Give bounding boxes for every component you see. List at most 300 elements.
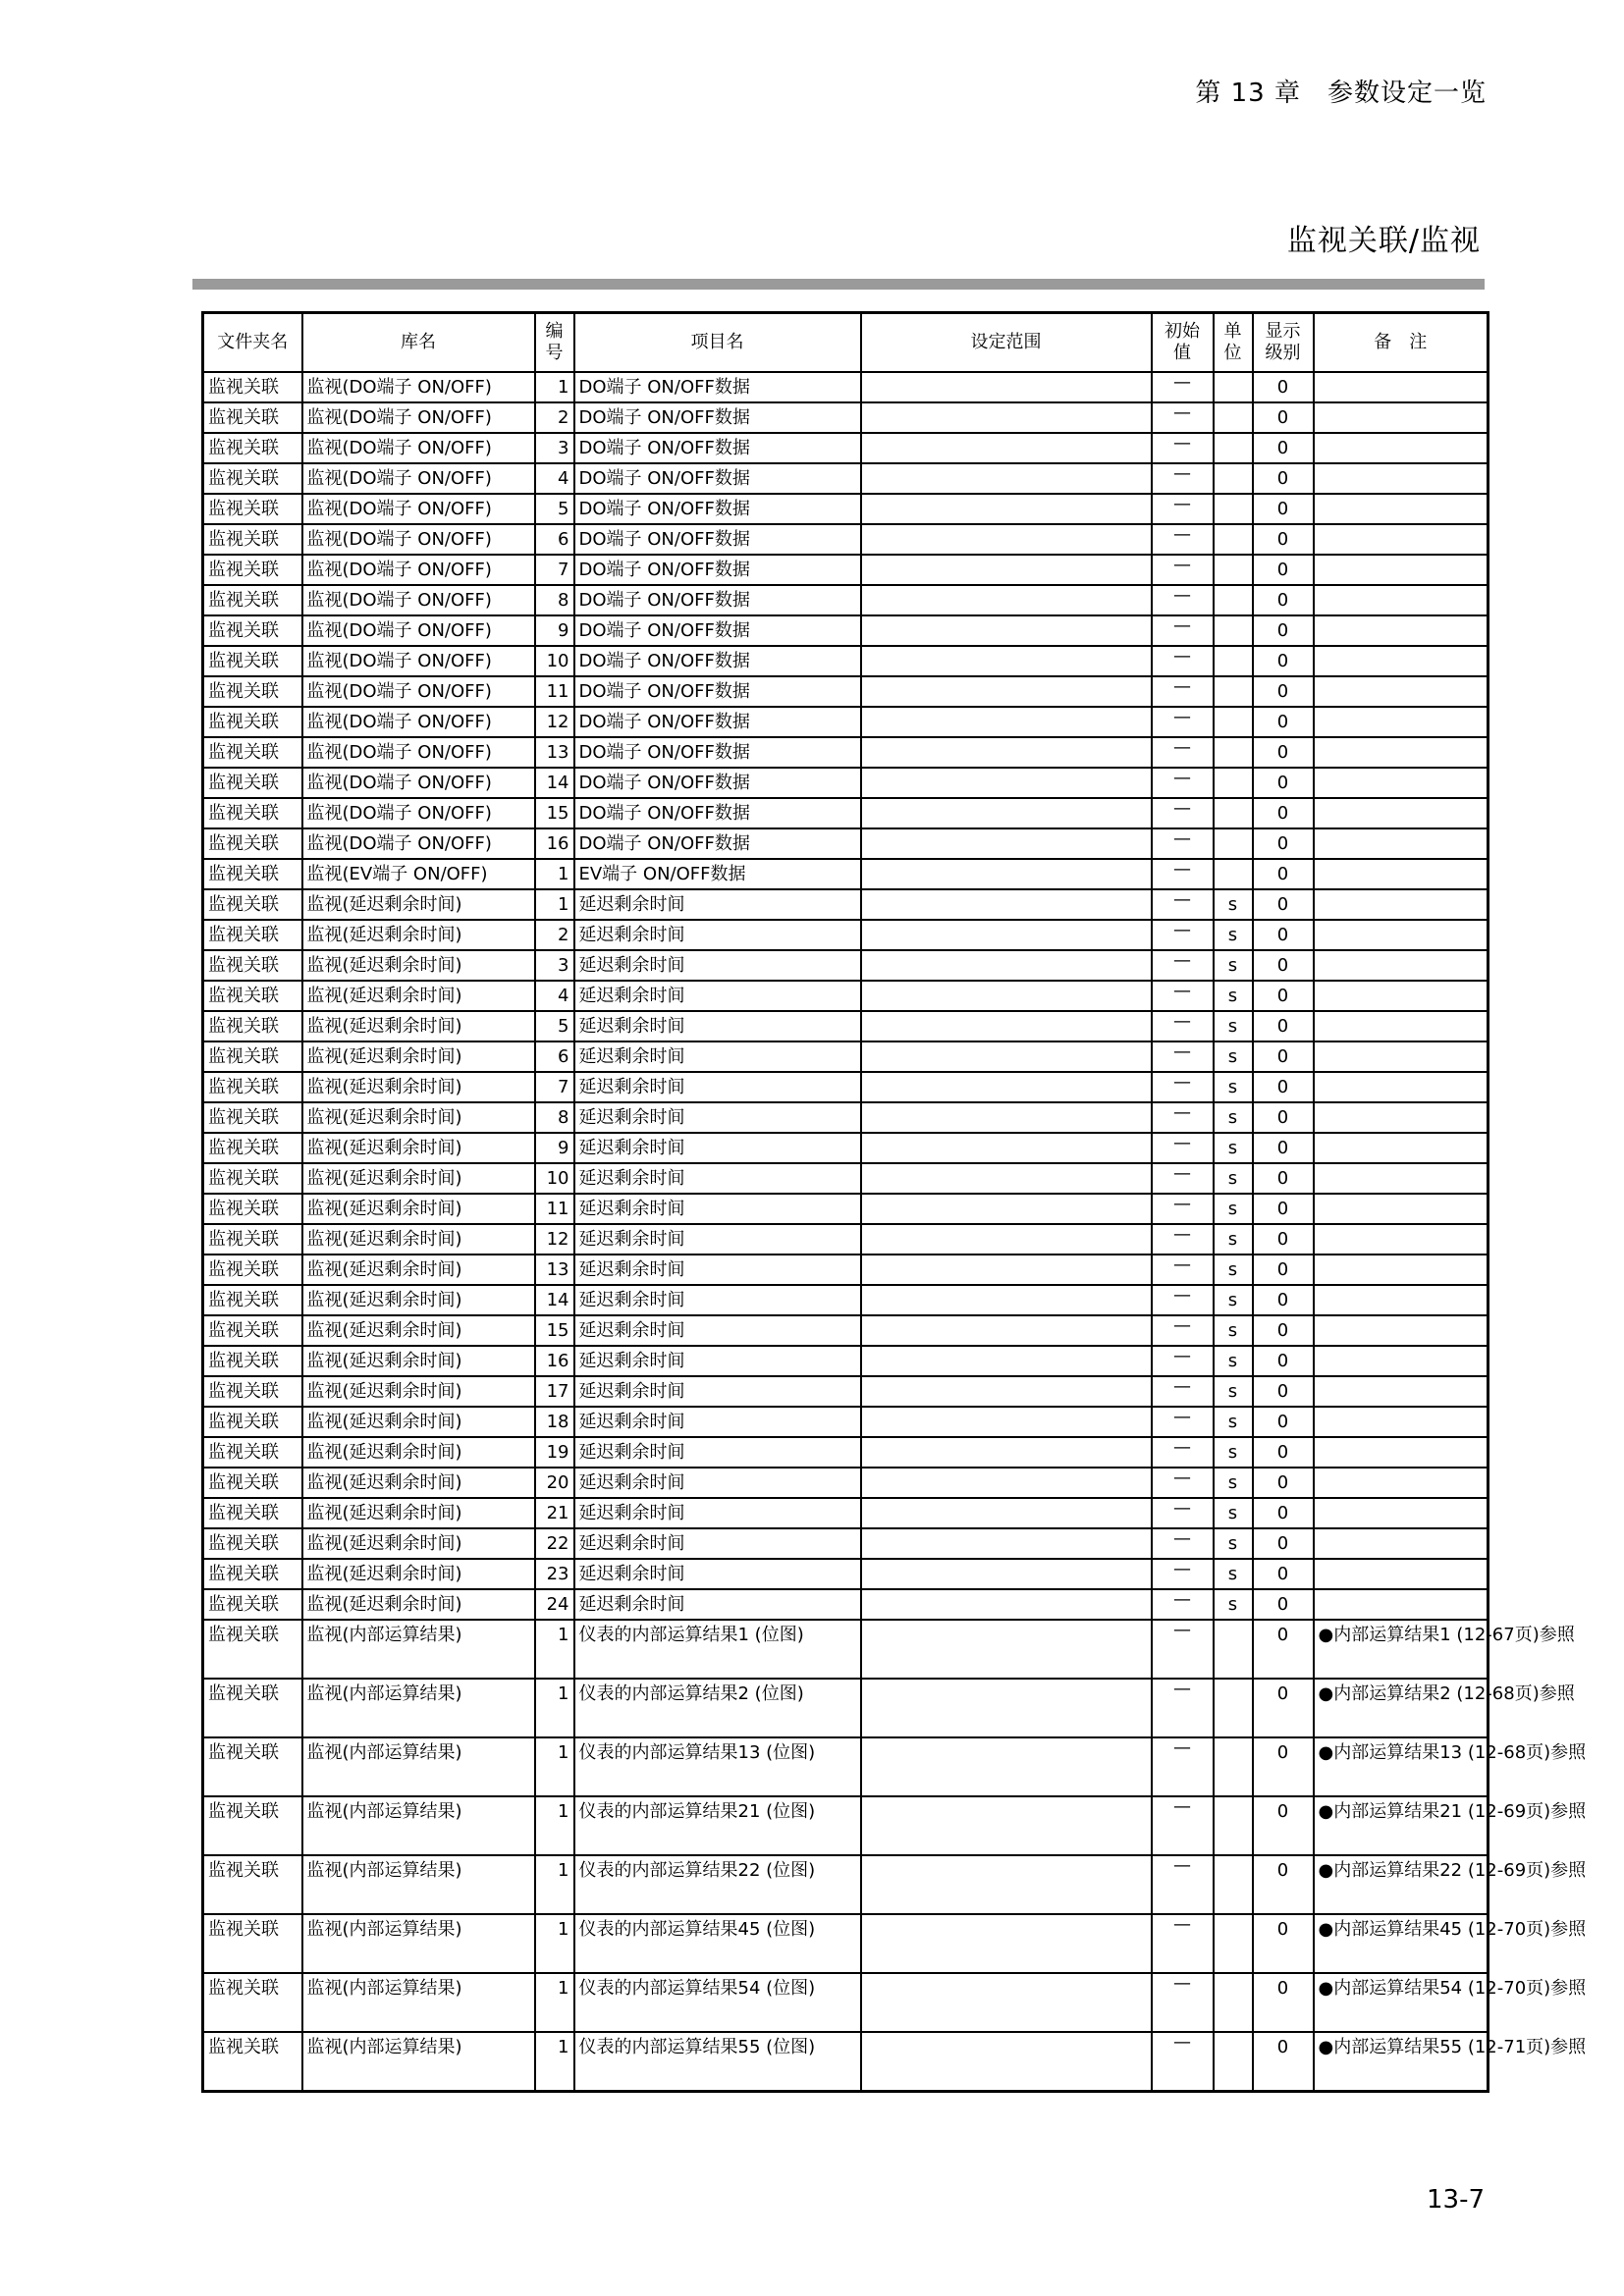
- cell-library: 监视(DO端子 ON/OFF): [302, 463, 535, 494]
- cell-unit: [1214, 1620, 1253, 1679]
- cell-initial: —: [1152, 859, 1214, 889]
- cell-unit: [1214, 433, 1253, 463]
- cell-level: 0: [1253, 1041, 1314, 1072]
- cell-item: 延迟剩余时间: [574, 1011, 861, 1041]
- cell-library: 监视(延迟剩余时间): [302, 1194, 535, 1224]
- cell-library: 监视(延迟剩余时间): [302, 1163, 535, 1194]
- table-row: [203, 1224, 1489, 1255]
- cell-range: [861, 1041, 1152, 1072]
- cell-initial: —: [1152, 1498, 1214, 1528]
- table-row: [203, 2032, 1489, 2092]
- column-header-initial: 初始值: [1152, 313, 1214, 373]
- cell-initial: —: [1152, 1163, 1214, 1194]
- cell-range: [861, 1855, 1152, 1914]
- cell-initial: —: [1152, 1679, 1214, 1737]
- cell-folder: 监视关联: [203, 676, 302, 707]
- cell-item: 仪表的内部运算结果21 (位图): [574, 1796, 861, 1855]
- cell-level: 0: [1253, 646, 1314, 676]
- cell-unit: [1214, 524, 1253, 555]
- cell-item: 延迟剩余时间: [574, 1407, 861, 1437]
- cell-folder: 监视关联: [203, 1498, 302, 1528]
- cell-remarks: [1314, 1437, 1489, 1468]
- cell-library: 监视(延迟剩余时间): [302, 1589, 535, 1620]
- cell-library: 监视(DO端子 ON/OFF): [302, 524, 535, 555]
- cell-unit: s: [1214, 1528, 1253, 1559]
- cell-remarks: [1314, 1285, 1489, 1315]
- cell-range: [861, 2032, 1152, 2092]
- column-header-library: 库名: [302, 313, 535, 373]
- cell-initial: —: [1152, 1072, 1214, 1102]
- cell-folder: 监视关联: [203, 1072, 302, 1102]
- table-row: [203, 707, 1489, 737]
- cell-unit: s: [1214, 1407, 1253, 1437]
- table-row: [203, 1072, 1489, 1102]
- cell-remarks: ●内部运算结果13 (12-68页)参照: [1314, 1737, 1489, 1796]
- cell-item: DO端子 ON/OFF数据: [574, 585, 861, 615]
- cell-item: 延迟剩余时间: [574, 1194, 861, 1224]
- cell-initial: —: [1152, 1973, 1214, 2032]
- cell-range: [861, 1285, 1152, 1315]
- cell-remarks: [1314, 828, 1489, 859]
- cell-folder: 监视关联: [203, 1468, 302, 1498]
- cell-item: 延迟剩余时间: [574, 1285, 861, 1315]
- cell-range: [861, 1559, 1152, 1589]
- cell-initial: —: [1152, 1041, 1214, 1072]
- table-row: [203, 524, 1489, 555]
- cell-unit: [1214, 1796, 1253, 1855]
- cell-unit: s: [1214, 1041, 1253, 1072]
- column-header-remarks: 备 注: [1314, 313, 1489, 373]
- cell-initial: —: [1152, 1855, 1214, 1914]
- cell-initial: —: [1152, 1559, 1214, 1589]
- cell-initial: —: [1152, 524, 1214, 555]
- cell-number: 3: [535, 950, 574, 981]
- table-row: [203, 1011, 1489, 1041]
- cell-initial: —: [1152, 1620, 1214, 1679]
- cell-unit: [1214, 1855, 1253, 1914]
- cell-initial: —: [1152, 1255, 1214, 1285]
- cell-unit: s: [1214, 1346, 1253, 1376]
- cell-folder: 监视关联: [203, 1620, 302, 1679]
- cell-item: 仪表的内部运算结果45 (位图): [574, 1914, 861, 1973]
- table-row: [203, 859, 1489, 889]
- cell-range: [861, 646, 1152, 676]
- cell-range: [861, 1346, 1152, 1376]
- cell-unit: s: [1214, 950, 1253, 981]
- cell-remarks: [1314, 1559, 1489, 1589]
- cell-range: [861, 1914, 1152, 1973]
- page-number: 13-7: [1426, 2185, 1485, 2215]
- column-header-number: 编号: [535, 313, 574, 373]
- column-header-folder: 文件夹名: [203, 313, 302, 373]
- cell-number: 12: [535, 707, 574, 737]
- cell-library: 监视(延迟剩余时间): [302, 1011, 535, 1041]
- table-row: [203, 1796, 1489, 1855]
- table-row: [203, 585, 1489, 615]
- cell-level: 0: [1253, 1011, 1314, 1041]
- cell-item: 仪表的内部运算结果13 (位图): [574, 1737, 861, 1796]
- cell-number: 5: [535, 1011, 574, 1041]
- cell-number: 9: [535, 615, 574, 646]
- cell-number: 1: [535, 1855, 574, 1914]
- cell-folder: 监视关联: [203, 737, 302, 768]
- cell-library: 监视(延迟剩余时间): [302, 1315, 535, 1346]
- cell-library: 监视(DO端子 ON/OFF): [302, 372, 535, 402]
- cell-number: 12: [535, 1224, 574, 1255]
- cell-unit: [1214, 555, 1253, 585]
- cell-item: 延迟剩余时间: [574, 1437, 861, 1468]
- cell-library: 监视(内部运算结果): [302, 1855, 535, 1914]
- table-row: [203, 1194, 1489, 1224]
- cell-remarks: ●内部运算结果2 (12-68页)参照: [1314, 1679, 1489, 1737]
- cell-level: 0: [1253, 555, 1314, 585]
- cell-number: 22: [535, 1528, 574, 1559]
- table-row: [203, 768, 1489, 798]
- cell-library: 监视(延迟剩余时间): [302, 920, 535, 950]
- cell-level: 0: [1253, 1072, 1314, 1102]
- cell-number: 14: [535, 1285, 574, 1315]
- cell-library: 监视(DO端子 ON/OFF): [302, 646, 535, 676]
- cell-level: 0: [1253, 920, 1314, 950]
- cell-remarks: [1314, 1346, 1489, 1376]
- cell-initial: —: [1152, 1468, 1214, 1498]
- table-row: [203, 1973, 1489, 2032]
- cell-library: 监视(内部运算结果): [302, 2032, 535, 2092]
- cell-range: [861, 676, 1152, 707]
- cell-unit: [1214, 828, 1253, 859]
- cell-remarks: [1314, 676, 1489, 707]
- cell-remarks: [1314, 1011, 1489, 1041]
- cell-remarks: [1314, 1468, 1489, 1498]
- cell-item: 延迟剩余时间: [574, 1468, 861, 1498]
- cell-remarks: [1314, 1589, 1489, 1620]
- cell-remarks: [1314, 372, 1489, 402]
- column-header-level: 显示级别: [1253, 313, 1314, 373]
- cell-number: 5: [535, 494, 574, 524]
- cell-level: 0: [1253, 524, 1314, 555]
- cell-folder: 监视关联: [203, 1224, 302, 1255]
- cell-unit: [1214, 676, 1253, 707]
- cell-range: [861, 1437, 1152, 1468]
- cell-folder: 监视关联: [203, 1285, 302, 1315]
- cell-remarks: [1314, 1528, 1489, 1559]
- cell-item: DO端子 ON/OFF数据: [574, 433, 861, 463]
- cell-number: 1: [535, 1914, 574, 1973]
- cell-unit: s: [1214, 1498, 1253, 1528]
- cell-initial: —: [1152, 920, 1214, 950]
- cell-folder: 监视关联: [203, 372, 302, 402]
- cell-folder: 监视关联: [203, 889, 302, 920]
- cell-number: 13: [535, 1255, 574, 1285]
- column-header-unit: 单位: [1214, 313, 1253, 373]
- cell-folder: 监视关联: [203, 524, 302, 555]
- cell-folder: 监视关联: [203, 1437, 302, 1468]
- cell-folder: 监视关联: [203, 1679, 302, 1737]
- cell-item: 延迟剩余时间: [574, 1072, 861, 1102]
- cell-folder: 监视关联: [203, 707, 302, 737]
- cell-unit: [1214, 859, 1253, 889]
- cell-folder: 监视关联: [203, 1346, 302, 1376]
- cell-remarks: [1314, 1255, 1489, 1285]
- table-row: [203, 555, 1489, 585]
- cell-range: [861, 737, 1152, 768]
- table-row: [203, 920, 1489, 950]
- cell-range: [861, 1011, 1152, 1041]
- cell-unit: [1214, 585, 1253, 615]
- cell-item: 延迟剩余时间: [574, 1041, 861, 1072]
- cell-initial: —: [1152, 1285, 1214, 1315]
- column-header-range: 设定范围: [861, 313, 1152, 373]
- cell-initial: —: [1152, 372, 1214, 402]
- cell-level: 0: [1253, 615, 1314, 646]
- cell-item: DO端子 ON/OFF数据: [574, 768, 861, 798]
- cell-level: 0: [1253, 950, 1314, 981]
- cell-level: 0: [1253, 1559, 1314, 1589]
- cell-level: 0: [1253, 859, 1314, 889]
- cell-unit: s: [1214, 1133, 1253, 1163]
- cell-folder: 监视关联: [203, 1737, 302, 1796]
- cell-range: [861, 1973, 1152, 2032]
- cell-initial: —: [1152, 828, 1214, 859]
- cell-remarks: [1314, 1376, 1489, 1407]
- cell-number: 6: [535, 524, 574, 555]
- cell-folder: 监视关联: [203, 555, 302, 585]
- cell-folder: 监视关联: [203, 1376, 302, 1407]
- cell-folder: 监视关联: [203, 981, 302, 1011]
- cell-range: [861, 1224, 1152, 1255]
- cell-library: 监视(DO端子 ON/OFF): [302, 798, 535, 828]
- cell-library: 监视(延迟剩余时间): [302, 1285, 535, 1315]
- cell-remarks: ●内部运算结果45 (12-70页)参照: [1314, 1914, 1489, 1973]
- cell-folder: 监视关联: [203, 494, 302, 524]
- cell-level: 0: [1253, 1737, 1314, 1796]
- cell-level: 0: [1253, 768, 1314, 798]
- cell-level: 0: [1253, 2032, 1314, 2092]
- cell-number: 11: [535, 1194, 574, 1224]
- cell-remarks: [1314, 615, 1489, 646]
- cell-unit: s: [1214, 1468, 1253, 1498]
- cell-library: 监视(内部运算结果): [302, 1737, 535, 1796]
- cell-item: 延迟剩余时间: [574, 920, 861, 950]
- cell-library: 监视(延迟剩余时间): [302, 1072, 535, 1102]
- cell-level: 0: [1253, 1315, 1314, 1346]
- table-row: [203, 1437, 1489, 1468]
- cell-number: 4: [535, 463, 574, 494]
- table-row: [203, 1498, 1489, 1528]
- cell-folder: 监视关联: [203, 1133, 302, 1163]
- cell-folder: 监视关联: [203, 1315, 302, 1346]
- cell-number: 24: [535, 1589, 574, 1620]
- cell-range: [861, 524, 1152, 555]
- cell-library: 监视(内部运算结果): [302, 1620, 535, 1679]
- cell-library: 监视(延迟剩余时间): [302, 1528, 535, 1559]
- cell-level: 0: [1253, 828, 1314, 859]
- cell-remarks: [1314, 1315, 1489, 1346]
- cell-item: DO端子 ON/OFF数据: [574, 798, 861, 828]
- cell-range: [861, 463, 1152, 494]
- cell-remarks: ●内部运算结果1 (12-67页)参照: [1314, 1620, 1489, 1679]
- cell-number: 1: [535, 372, 574, 402]
- cell-level: 0: [1253, 737, 1314, 768]
- cell-range: [861, 433, 1152, 463]
- cell-unit: s: [1214, 1315, 1253, 1346]
- cell-level: 0: [1253, 798, 1314, 828]
- cell-library: 监视(DO端子 ON/OFF): [302, 615, 535, 646]
- cell-initial: —: [1152, 1346, 1214, 1376]
- cell-range: [861, 1072, 1152, 1102]
- cell-initial: —: [1152, 737, 1214, 768]
- cell-number: 1: [535, 1737, 574, 1796]
- cell-folder: 监视关联: [203, 1011, 302, 1041]
- cell-level: 0: [1253, 1285, 1314, 1315]
- cell-folder: 监视关联: [203, 1407, 302, 1437]
- cell-folder: 监视关联: [203, 585, 302, 615]
- cell-library: 监视(延迟剩余时间): [302, 1437, 535, 1468]
- table-row: [203, 1914, 1489, 1973]
- cell-unit: [1214, 463, 1253, 494]
- cell-library: 监视(DO端子 ON/OFF): [302, 768, 535, 798]
- column-header-item: 项目名: [574, 313, 861, 373]
- cell-item: 延迟剩余时间: [574, 1102, 861, 1133]
- cell-number: 18: [535, 1407, 574, 1437]
- cell-unit: [1214, 798, 1253, 828]
- cell-number: 7: [535, 555, 574, 585]
- cell-remarks: ●内部运算结果21 (12-69页)参照: [1314, 1796, 1489, 1855]
- table-row: [203, 433, 1489, 463]
- cell-range: [861, 920, 1152, 950]
- cell-item: 延迟剩余时间: [574, 981, 861, 1011]
- cell-item: 延迟剩余时间: [574, 1589, 861, 1620]
- cell-library: 监视(DO端子 ON/OFF): [302, 828, 535, 859]
- cell-initial: —: [1152, 1914, 1214, 1973]
- table-row: [203, 1255, 1489, 1285]
- cell-library: 监视(延迟剩余时间): [302, 1041, 535, 1072]
- cell-unit: s: [1214, 1194, 1253, 1224]
- cell-unit: [1214, 646, 1253, 676]
- cell-range: [861, 1498, 1152, 1528]
- table-body: [203, 371, 1587, 2092]
- cell-range: [861, 585, 1152, 615]
- cell-number: 16: [535, 828, 574, 859]
- cell-number: 20: [535, 1468, 574, 1498]
- cell-number: 21: [535, 1498, 574, 1528]
- cell-library: 监视(DO端子 ON/OFF): [302, 737, 535, 768]
- cell-remarks: [1314, 433, 1489, 463]
- section-divider: [192, 279, 1485, 290]
- cell-remarks: [1314, 1194, 1489, 1224]
- cell-initial: —: [1152, 981, 1214, 1011]
- cell-item: DO端子 ON/OFF数据: [574, 555, 861, 585]
- cell-initial: —: [1152, 433, 1214, 463]
- table-row: [203, 402, 1489, 433]
- cell-remarks: [1314, 1407, 1489, 1437]
- cell-level: 0: [1253, 1528, 1314, 1559]
- cell-item: 延迟剩余时间: [574, 1255, 861, 1285]
- cell-remarks: [1314, 1072, 1489, 1102]
- cell-unit: [1214, 402, 1253, 433]
- cell-library: 监视(DO端子 ON/OFF): [302, 494, 535, 524]
- cell-number: 16: [535, 1346, 574, 1376]
- table-row: [203, 1589, 1489, 1620]
- cell-item: DO端子 ON/OFF数据: [574, 707, 861, 737]
- cell-unit: s: [1214, 1589, 1253, 1620]
- cell-initial: —: [1152, 950, 1214, 981]
- section-title: 监视关联/监视: [1286, 224, 1481, 258]
- cell-unit: s: [1214, 1224, 1253, 1255]
- cell-unit: s: [1214, 889, 1253, 920]
- cell-item: 仪表的内部运算结果54 (位图): [574, 1973, 861, 2032]
- cell-item: DO端子 ON/OFF数据: [574, 615, 861, 646]
- cell-item: 延迟剩余时间: [574, 1559, 861, 1589]
- cell-level: 0: [1253, 1620, 1314, 1679]
- cell-initial: —: [1152, 585, 1214, 615]
- cell-folder: 监视关联: [203, 920, 302, 950]
- cell-folder: 监视关联: [203, 463, 302, 494]
- cell-number: 1: [535, 1796, 574, 1855]
- cell-initial: —: [1152, 707, 1214, 737]
- cell-level: 0: [1253, 1346, 1314, 1376]
- cell-number: 2: [535, 402, 574, 433]
- cell-initial: —: [1152, 1737, 1214, 1796]
- cell-level: 0: [1253, 1194, 1314, 1224]
- cell-level: 0: [1253, 981, 1314, 1011]
- cell-range: [861, 555, 1152, 585]
- table-row: [203, 1285, 1489, 1315]
- cell-library: 监视(延迟剩余时间): [302, 981, 535, 1011]
- cell-item: 延迟剩余时间: [574, 1346, 861, 1376]
- cell-folder: 监视关联: [203, 1973, 302, 2032]
- cell-folder: 监视关联: [203, 646, 302, 676]
- cell-unit: [1214, 1973, 1253, 2032]
- cell-range: [861, 1528, 1152, 1559]
- cell-range: [861, 707, 1152, 737]
- cell-level: 0: [1253, 1973, 1314, 2032]
- cell-library: 监视(内部运算结果): [302, 1973, 535, 2032]
- table-row: [203, 1315, 1489, 1346]
- cell-library: 监视(EV端子 ON/OFF): [302, 859, 535, 889]
- cell-initial: —: [1152, 494, 1214, 524]
- cell-level: 0: [1253, 1224, 1314, 1255]
- cell-item: DO端子 ON/OFF数据: [574, 524, 861, 555]
- cell-folder: 监视关联: [203, 1041, 302, 1072]
- cell-level: 0: [1253, 1255, 1314, 1285]
- cell-level: 0: [1253, 1498, 1314, 1528]
- cell-level: 0: [1253, 889, 1314, 920]
- cell-initial: —: [1152, 1796, 1214, 1855]
- cell-range: [861, 1194, 1152, 1224]
- cell-library: 监视(DO端子 ON/OFF): [302, 676, 535, 707]
- cell-range: [861, 1315, 1152, 1346]
- cell-remarks: [1314, 707, 1489, 737]
- cell-number: 1: [535, 1620, 574, 1679]
- cell-remarks: [1314, 889, 1489, 920]
- cell-remarks: [1314, 1133, 1489, 1163]
- table-row: [203, 372, 1489, 402]
- cell-range: [861, 981, 1152, 1011]
- cell-level: 0: [1253, 1914, 1314, 1973]
- cell-folder: 监视关联: [203, 2032, 302, 2092]
- cell-remarks: [1314, 1224, 1489, 1255]
- cell-initial: —: [1152, 1437, 1214, 1468]
- cell-initial: —: [1152, 1102, 1214, 1133]
- cell-number: 13: [535, 737, 574, 768]
- table-row: [203, 1133, 1489, 1163]
- table-row: [203, 1102, 1489, 1133]
- cell-initial: —: [1152, 646, 1214, 676]
- cell-item: DO端子 ON/OFF数据: [574, 494, 861, 524]
- cell-range: [861, 798, 1152, 828]
- cell-folder: 监视关联: [203, 768, 302, 798]
